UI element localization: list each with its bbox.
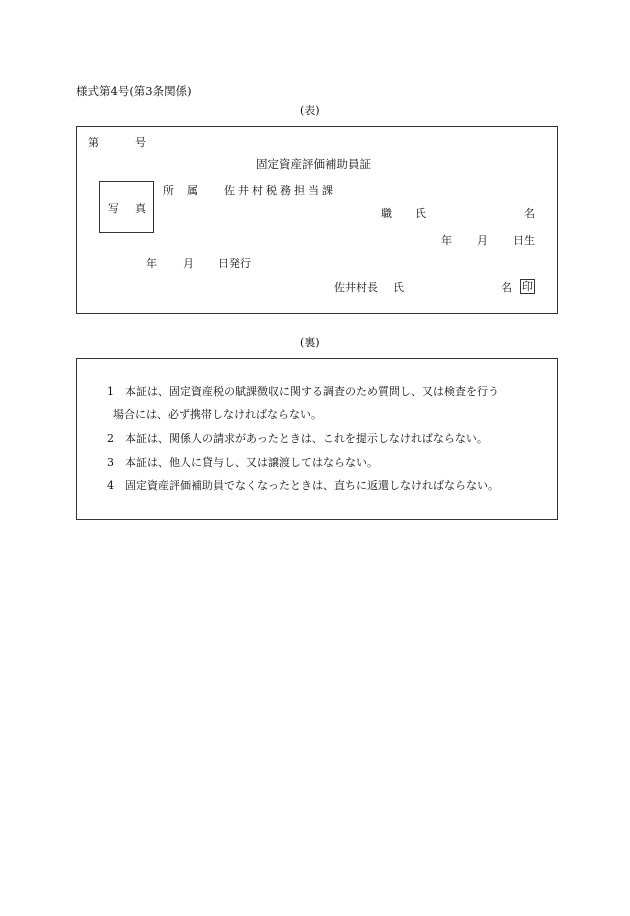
issue-hi: 日発行	[218, 257, 251, 270]
photo-label-sha: 写	[108, 202, 119, 215]
issuer-shi: 氏	[393, 281, 404, 294]
job-title-shi: 氏	[415, 207, 426, 220]
item-1-number: 1	[107, 385, 114, 398]
issuer-mei: 名	[501, 281, 512, 294]
job-title-mei: 名	[524, 207, 535, 220]
item-4-text: 固定資産評価補助員でなくなったときは、直ちに返還しなければならない。	[125, 479, 499, 492]
item-4-number: 4	[107, 479, 114, 492]
card-title: 固定資産評価補助員証	[256, 157, 371, 171]
dept-label-1: 所	[163, 184, 174, 197]
form-title: 様式第4号(第3条関係)	[76, 84, 192, 98]
issuer-title: 佐井村長	[334, 281, 378, 294]
front-heading: (表)	[300, 104, 320, 117]
seal-mark: 印	[522, 280, 533, 293]
item-1-text: 本証は、固定資産税の賦課徴収に関する調査のため質問し、又は検査を行う	[125, 385, 499, 398]
issue-tsuki: 月	[183, 257, 194, 270]
item-2-text: 本証は、関係人の請求があったときは、これを提示しなければならない。	[125, 432, 488, 445]
item-1-continuation: 場合には、必ず携帯しなければならない。	[113, 408, 322, 421]
back-heading: (裏)	[300, 336, 320, 349]
number-go: 号	[135, 136, 146, 149]
number-dai: 第	[88, 136, 99, 149]
dept-value: 佐井村税務担当課	[224, 184, 336, 197]
item-3-text: 本証は、他人に貸与し、又は譲渡してはならない。	[125, 456, 378, 469]
photo-label-shin: 真	[135, 202, 146, 215]
dept-label-2: 属	[187, 184, 198, 197]
item-2-number: 2	[107, 432, 114, 445]
birth-tsuki: 月	[477, 234, 488, 247]
issue-nen: 年	[146, 257, 157, 270]
birth-hi: 日生	[513, 234, 535, 247]
job-title-shoku: 職	[381, 207, 392, 220]
birth-nen: 年	[441, 234, 452, 247]
item-3-number: 3	[107, 456, 114, 469]
